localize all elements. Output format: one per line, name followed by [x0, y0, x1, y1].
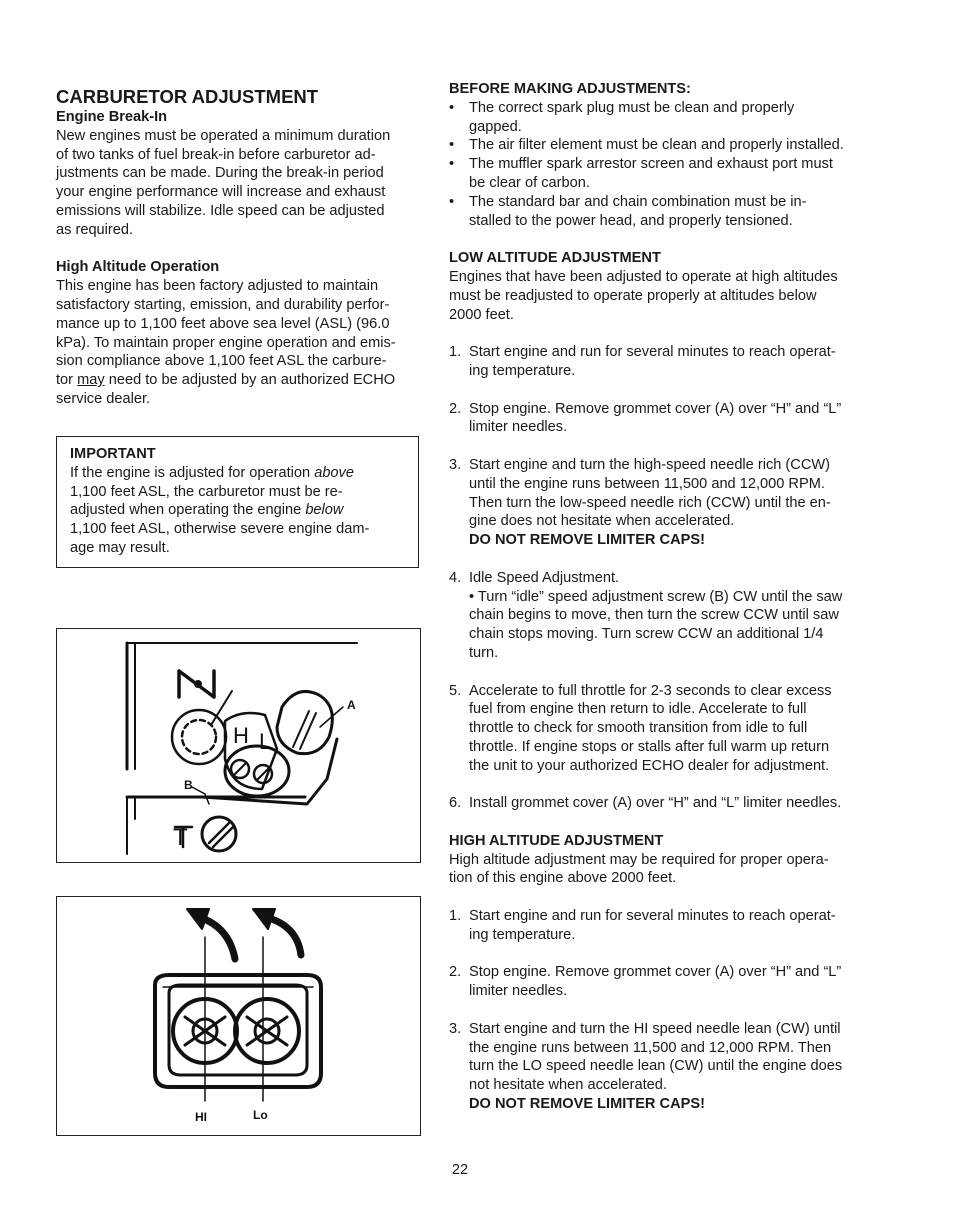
text-line: stalled to the power head, and properly tensioned.	[469, 212, 793, 229]
text-line: service dealer.	[56, 390, 151, 407]
important-heading: IMPORTANT	[70, 446, 156, 462]
step-number: 2.	[449, 964, 462, 981]
text-line: ing temperature.	[469, 926, 576, 943]
text-fragment: If the engine is adjusted for operation	[70, 464, 315, 481]
text-line: fuel from engine then return to idle. Accelerate to full	[469, 701, 807, 718]
text-line: kPa). To maintain proper engine operation and emis-	[56, 334, 396, 351]
step-number: 1.	[449, 344, 462, 361]
bullet-char: •	[449, 99, 455, 116]
low-step-3	[449, 456, 879, 550]
right-column	[449, 80, 879, 1114]
step-number: 5.	[449, 682, 462, 699]
bullet-char: •	[449, 193, 455, 210]
limiter-needles-figure	[56, 896, 421, 1136]
warning-text: DO NOT REMOVE LIMITER CAPS!	[469, 532, 705, 549]
high-step-1	[449, 907, 879, 945]
text-line: Stop engine. Remove grommet cover (A) over “H” and “L”	[469, 964, 842, 981]
label-b: B	[184, 778, 193, 792]
low-altitude-heading: LOW ALTITUDE ADJUSTMENT	[449, 250, 661, 267]
text-line: Start engine and run for several minutes to reach operat-	[469, 344, 836, 361]
before-adjustments-list	[449, 99, 879, 231]
text-line	[70, 501, 406, 520]
text-line: not hesitate when accelerated.	[469, 1077, 667, 1094]
high-altitude-operation-heading: High Altitude Operation	[56, 259, 220, 276]
text-line: the engine runs between 11,500 and 12,000 RPM. Then	[469, 1039, 832, 1056]
text-line: turn.	[469, 644, 499, 661]
text-line: 2000 feet.	[449, 306, 514, 323]
text-line: age may result.	[70, 539, 170, 556]
page-number: 22	[451, 1162, 469, 1178]
list-item	[449, 193, 879, 231]
text-line: gine does not hesitate when accelerated.	[469, 513, 735, 530]
step-number: 3.	[449, 456, 462, 473]
text-line: chain begins to move, then turn the screw CCW until saw	[469, 607, 839, 624]
idle-screw-port	[172, 710, 226, 764]
text-line: until the engine runs between 11,500 and 12,000 RPM.	[469, 475, 825, 492]
break-in-heading: Engine Break-In	[56, 109, 168, 125]
text-line: emissions will stabilize. Idle speed can be adjusted	[56, 202, 385, 219]
text-line: ing temperature.	[469, 362, 576, 379]
text-line: Accelerate to full throttle for 2-3 seconds to clear excess	[469, 682, 832, 699]
low-step-2	[449, 400, 879, 438]
step-number: 4.	[449, 569, 462, 586]
label-h: H	[233, 723, 249, 748]
step-number: 6.	[449, 795, 462, 812]
text-line: Start engine and turn the high-speed needle rich (CCW)	[469, 456, 830, 473]
text-line: gapped.	[469, 118, 522, 135]
text-line: your engine performance will increase and exhaust	[56, 184, 386, 201]
break-in-paragraph	[56, 127, 420, 240]
important-notice-box	[56, 436, 419, 568]
text-line: • Turn “idle” speed adjustment screw (B) CW until the saw	[469, 588, 843, 605]
text-line: New engines must be operated a minimum duration	[56, 127, 391, 144]
text-line: satisfactory starting, emission, and durability perfor-	[56, 296, 390, 313]
text-line: Start engine and run for several minutes to reach operat-	[469, 908, 836, 925]
emphasis-word: above	[314, 464, 354, 481]
low-step-4	[449, 569, 879, 663]
text-line: as required.	[56, 221, 134, 238]
text-line: throttle to check for smooth transition from idle to full	[469, 720, 808, 737]
step-number: 2.	[449, 400, 462, 417]
text-fragment: adjusted when operating the engine	[70, 502, 306, 519]
left-column	[56, 86, 420, 409]
list-item	[449, 136, 879, 155]
text-line: the unit to your authorized ECHO dealer for adjustment.	[469, 757, 830, 774]
text-line: The air filter element must be clean and properly installed.	[469, 137, 844, 154]
high-altitude-adjustment-heading: HIGH ALTITUDE ADJUSTMENT	[449, 832, 664, 849]
text-line: Start engine and turn the HI speed needle lean (CW) until	[469, 1020, 841, 1037]
text-line: sion compliance above 1,100 feet ASL the carbure-	[56, 353, 387, 370]
text-line: Then turn the low-speed needle rich (CCW) until the en-	[469, 494, 831, 511]
text-fragment: tor	[56, 372, 78, 389]
high-step-3	[449, 1020, 879, 1114]
bullet-char: •	[449, 156, 455, 173]
warning-text: DO NOT REMOVE LIMITER CAPS!	[469, 1096, 705, 1113]
text-line: chain stops moving. Turn screw CCW an additional 1/4	[469, 626, 824, 643]
carburetor-diagram	[57, 629, 420, 862]
list-item	[449, 155, 879, 193]
text-line: Engines that have been adjusted to operate at high altitudes	[449, 268, 838, 285]
carburetor-diagram-figure	[56, 628, 421, 863]
text-line: 1,100 feet ASL, the carburetor must be re-	[70, 483, 343, 500]
before-adjustments-heading: BEFORE MAKING ADJUSTMENTS:	[449, 81, 691, 97]
step-number: 1.	[449, 908, 462, 925]
text-line: tion of this engine above 2000 feet.	[449, 870, 677, 887]
text-line: The muffler spark arrestor screen and exhaust port must	[469, 156, 833, 173]
label-t: T	[173, 824, 188, 851]
text-line: limiter needles.	[469, 419, 568, 436]
text-line: 1,100 feet ASL, otherwise severe engine dam-	[70, 521, 370, 538]
text-line: must be readjusted to operate properly at altitudes below	[449, 287, 817, 304]
limiter-needles-diagram	[57, 897, 420, 1135]
underlined-word: may	[77, 372, 105, 389]
text-line: of two tanks of fuel break-in before carburetor ad-	[56, 146, 376, 163]
text-line: mance up to 1,100 feet above sea level (ASL) (96.0	[56, 315, 390, 332]
label-lo: Lo	[253, 1108, 268, 1122]
text-fragment: need to be adjusted by an authorized ECHO	[104, 372, 396, 389]
list-item	[449, 99, 879, 137]
text-line: be clear of carbon.	[469, 174, 590, 191]
low-step-6	[449, 794, 879, 813]
emphasis-word: below	[305, 502, 344, 519]
text-line: The standard bar and chain combination must be in-	[469, 193, 807, 210]
step-number: 3.	[449, 1020, 462, 1037]
page-title: CARBURETOR ADJUSTMENT	[56, 86, 319, 107]
text-line: turn the LO speed needle lean (CW) until the engine does	[469, 1058, 843, 1075]
text-line: High altitude adjustment may be required for proper opera-	[449, 851, 829, 868]
label-a: A	[347, 698, 356, 712]
high-altitude-paragraph	[56, 277, 420, 409]
text-line: Stop engine. Remove grommet cover (A) over “H” and “L”	[469, 400, 842, 417]
label-l: L	[259, 729, 272, 754]
label-hi: HI	[195, 1110, 207, 1124]
text-line: The correct spark plug must be clean and properly	[469, 99, 795, 116]
high-step-2	[449, 963, 879, 1001]
text-line: throttle. If engine stops or stalls after full warm up return	[469, 738, 830, 755]
text-line	[70, 464, 406, 483]
low-step-5	[449, 682, 879, 776]
text-line: justments can be made. During the break-in period	[56, 165, 384, 182]
low-step-1	[449, 343, 879, 381]
text-line: Idle Speed Adjustment.	[469, 569, 620, 586]
text-line: This engine has been factory adjusted to maintain	[56, 278, 379, 295]
text-line: Install grommet cover (A) over “H” and “L” limiter needles.	[469, 795, 842, 812]
text-line	[56, 371, 420, 390]
bullet-char: •	[449, 137, 455, 154]
text-line: limiter needles.	[469, 983, 568, 1000]
